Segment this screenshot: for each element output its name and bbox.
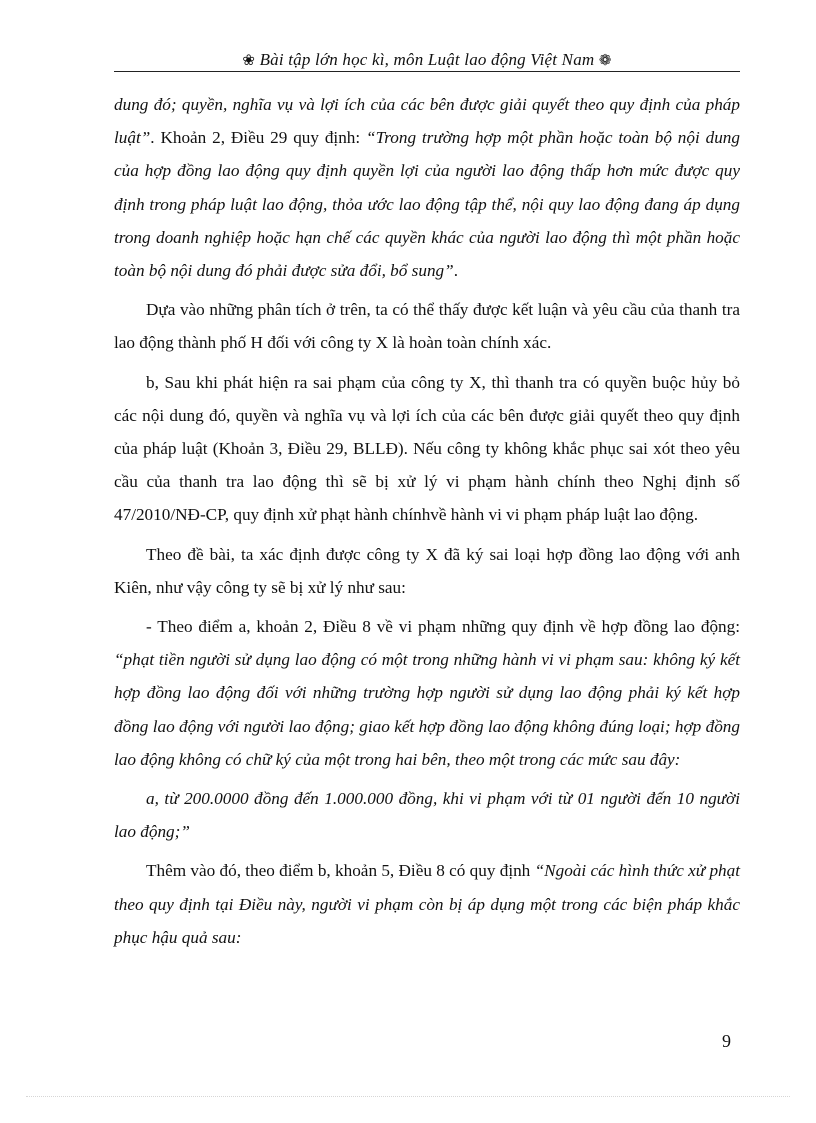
document-body bbox=[114, 88, 740, 954]
page-header bbox=[114, 49, 740, 72]
ornament-right-icon: ❁ bbox=[598, 53, 612, 69]
paragraph-1 bbox=[114, 88, 740, 287]
paragraph-2: Dựa vào những phân tích ở trên, ta có thể thấy được kết luận và yêu cầu của thanh tra lao động thành phố H đối với công ty X là hoàn toàn chính xác. bbox=[114, 300, 740, 353]
page-bottom-divider bbox=[26, 1096, 790, 1097]
text: Thêm vào đó, theo điểm b, khoản 5, Điều 8 có quy định bbox=[146, 861, 535, 881]
quote: “Ngoài các hình thức xử phạt theo quy định tại Điều này, người vi phạm còn bị áp dụng một trong các biện pháp khắc phục hậu quả sau: bbox=[114, 861, 741, 947]
header-title: Bài tập lớn học kì, môn Luật lao động Việt Nam bbox=[259, 50, 595, 69]
page-number: 9 bbox=[722, 1031, 731, 1051]
text: - Theo điểm a, khoản 2, Điều 8 về vi phạm những quy định về hợp đồng lao động: bbox=[146, 617, 740, 637]
paragraph-6: a, từ 200.0000 đồng đến 1.000.000 đồng, khi vi phạm với từ 01 người đến 10 người lao động;” bbox=[114, 789, 740, 842]
paragraph-7 bbox=[114, 854, 740, 954]
text: . Khoản 2, Điều 29 quy định: bbox=[150, 128, 367, 148]
text: . bbox=[453, 261, 458, 281]
paragraph-5 bbox=[114, 610, 740, 776]
paragraph-3: b, Sau khi phát hiện ra sai phạm của công ty X, thì thanh tra có quyền buộc hủy bỏ các nội dung đó, quyền và nghĩa vụ và lợi ích của các bên được giải quyết theo quy định của pháp luật (Khoản 3, Điều 29, BLLĐ). Nếu công ty không khắc phục sai xót theo yêu cầu của thanh tra lao động thì sẽ bị xử lý vi phạm hành chính theo Nghị định số 47/2010/NĐ-CP, quy định xử phạt hành chínhvề hành vi vi phạm pháp luật lao động. bbox=[114, 372, 740, 525]
paragraph-4: Theo đề bài, ta xác định được công ty X đã ký sai loại hợp đồng lao động với anh Kiên, như vậy công ty sẽ bị xử lý như sau: bbox=[114, 544, 740, 597]
ornament-left-icon: ❀ bbox=[242, 53, 256, 69]
quote: dung đó; quyền, nghĩa vụ và lợi ích của các bên được giải quyết theo quy định của pháp luật” bbox=[114, 95, 740, 148]
quote: “phạt tiền người sử dụng lao động có một trong những hành vi vi phạm sau: không ký kết hợp đồng lao động đối với những trường hợp người sử dụng lao động phải ký kết hợp đồng lao động với người lao động; giao kết hợp đồng lao động không đúng loại; hợp đồng lao động không có chữ ký của một trong hai bên, theo một trong các mức sau đây: bbox=[114, 650, 740, 769]
quote: “Trong trường hợp một phần hoặc toàn bộ nội dung của hợp đồng lao động quy định quyền lợi của người lao động thấp hơn mức được quy định trong pháp luật lao động, thỏa ước lao động tập thể, nội quy lao động đang áp dụng trong doanh nghiệp hoặc hạn chế các quyền khác của người lao động thì một phần hoặc toàn bộ nội dung đó phải được sửa đổi, bổ sung” bbox=[114, 128, 740, 281]
header-divider bbox=[114, 71, 740, 72]
